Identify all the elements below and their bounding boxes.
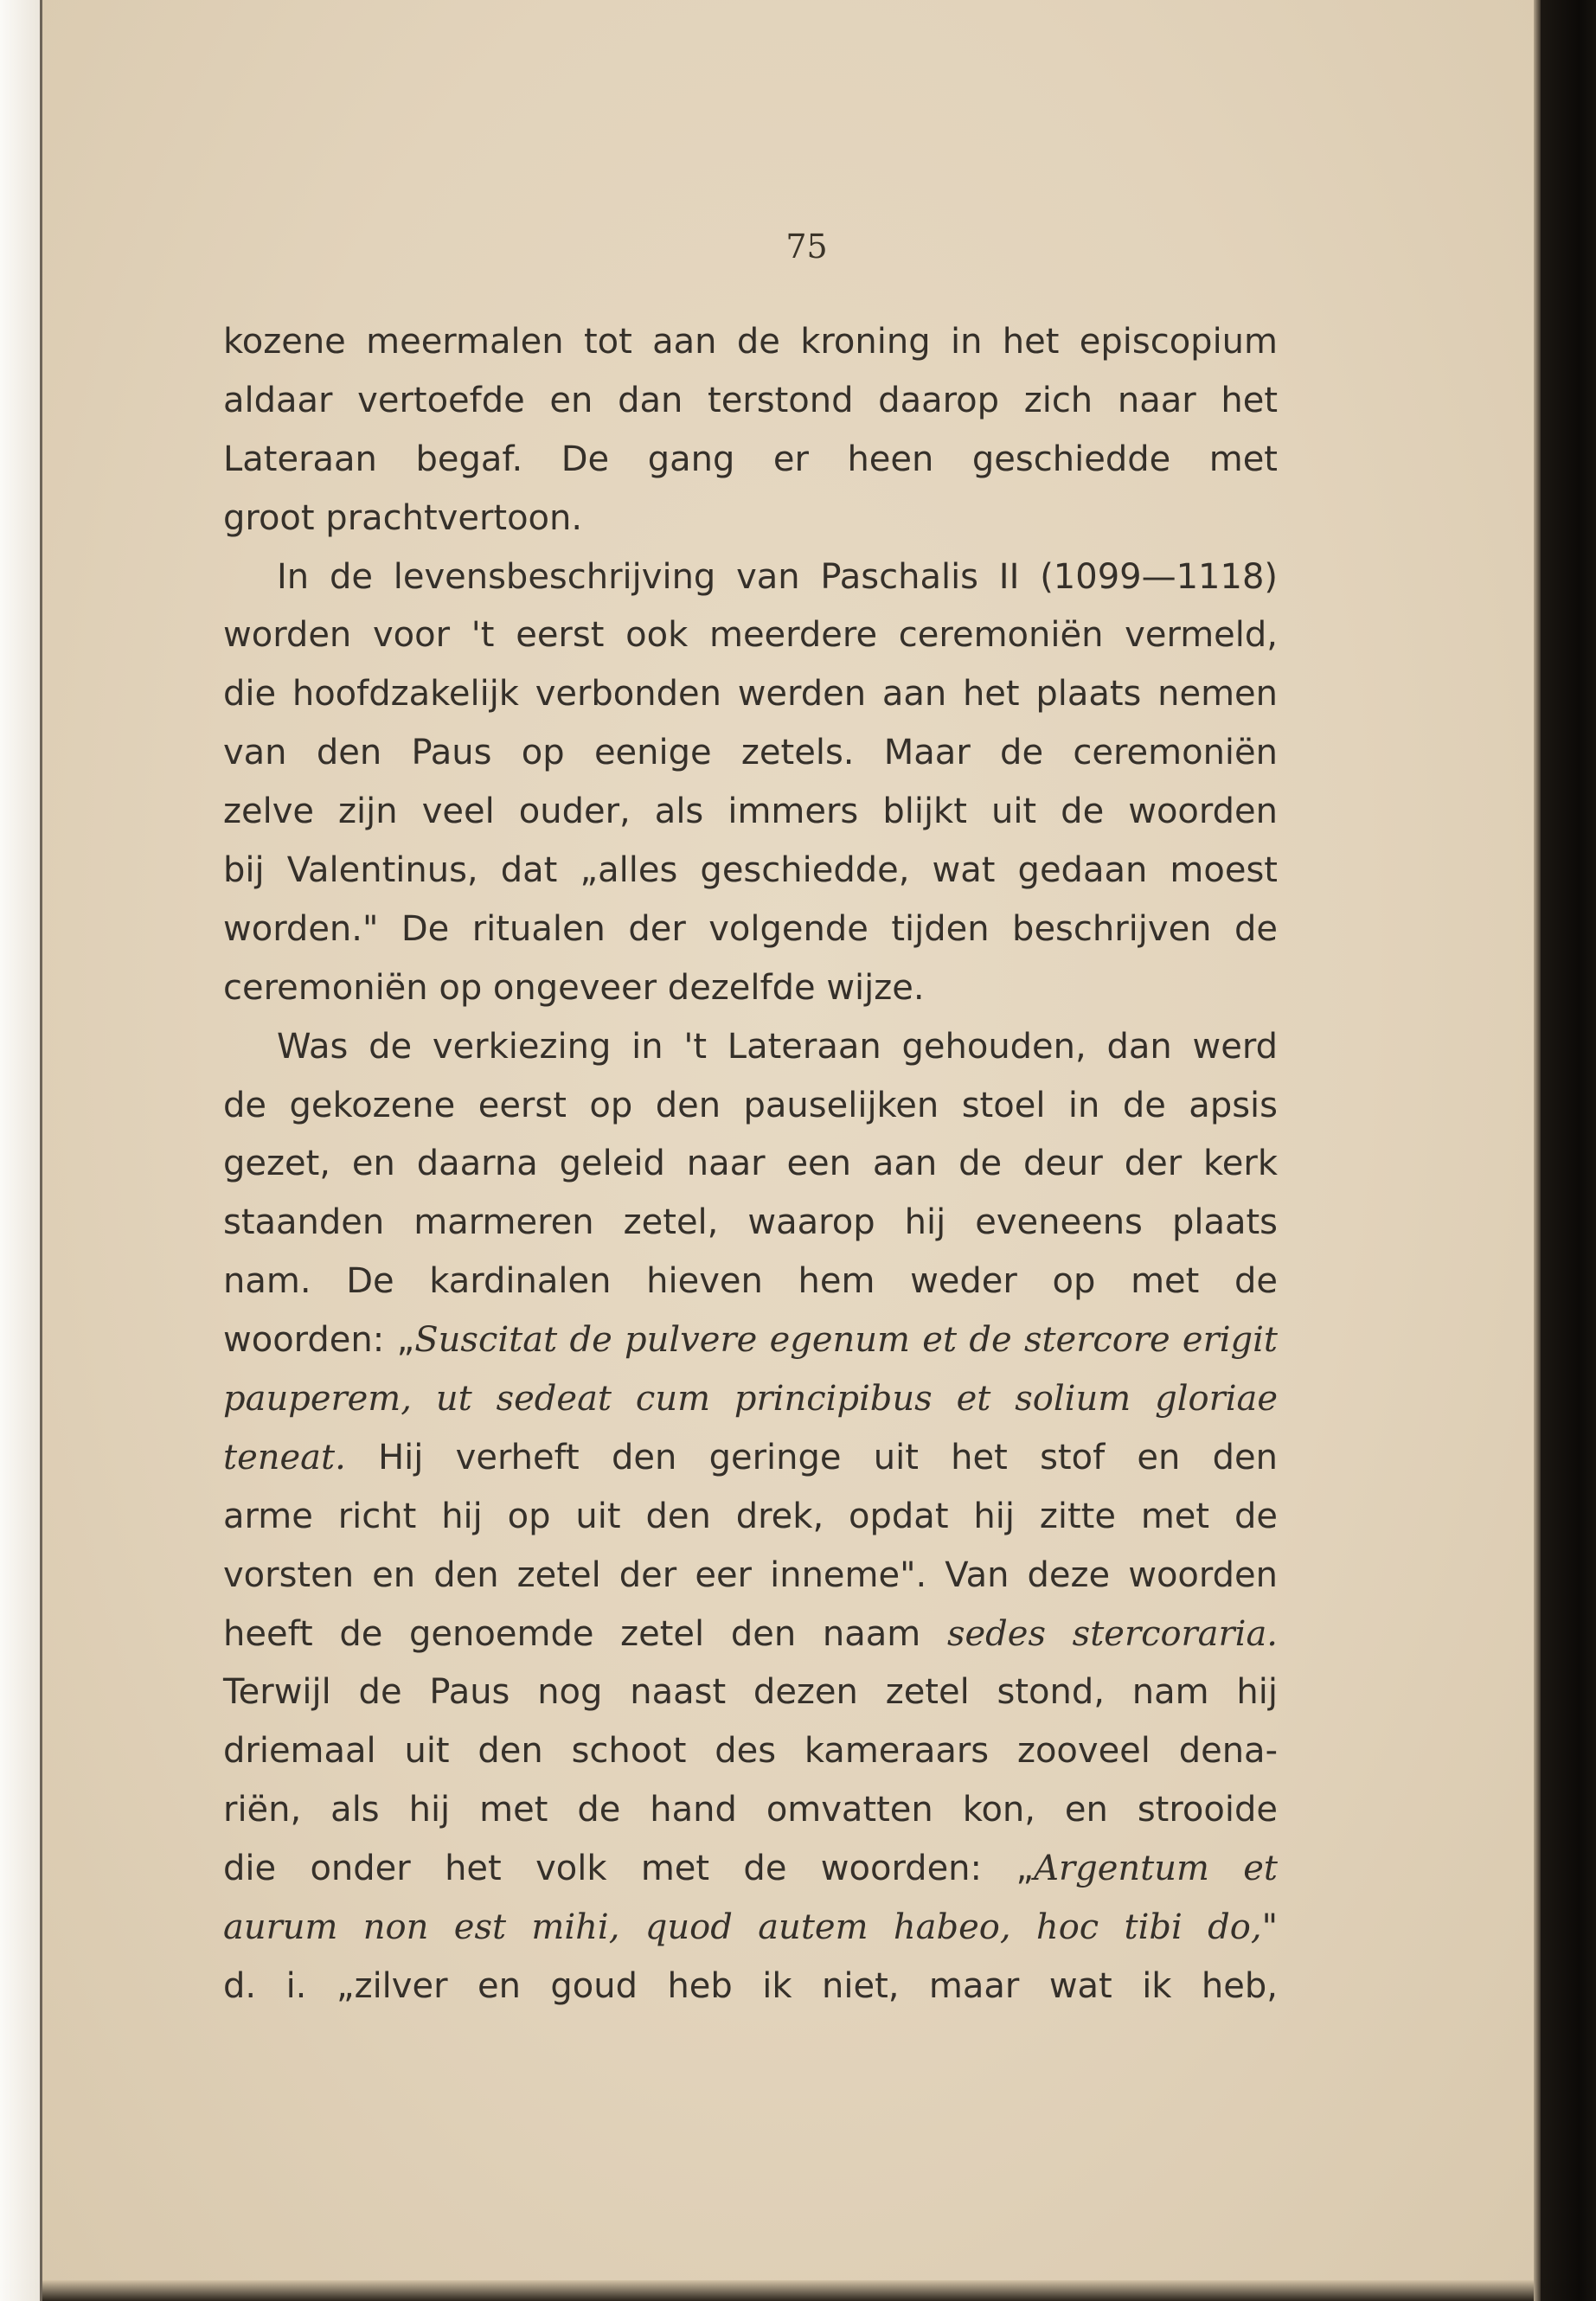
line-text: Hij verheft den geringe uit het stof en den [345,1437,1278,1477]
line-text: " [1261,1907,1278,1948]
text-line [223,1370,1278,1429]
text-line [223,842,1278,901]
line-text: die onder het volk met de woorden: „ [223,1849,1035,1889]
text-line [223,490,1278,548]
text-line [223,372,1278,431]
text-line [223,1606,1278,1664]
line-text: d. i. „zilver en goud heb ik niet, maar wat ik heb, [223,1965,1278,2006]
text-line [223,959,1278,1018]
line-text: die hoofdzakelijk verbonden werden aan het plaats nemen [223,674,1278,715]
text-line [223,1958,1278,2016]
line-text: worden." De ritualen der volgende tijden beschrijven de [223,908,1278,949]
line-text: vorsten en den zetel der eer inneme". Van deze woorden [223,1554,1278,1595]
line-text: nam. De kardinalen hieven hem weder op met de [223,1261,1278,1302]
text-line [223,1781,1278,1840]
line-text: Terwijl de Paus nog naast dezen zetel stond, nam hij [223,1672,1278,1713]
line-text: heeft de genoemde zetel den naam [223,1613,947,1654]
text-line [223,313,1278,372]
line-text: bij Valentinus, dat „alles geschiedde, wat gedaan moest [223,850,1278,891]
text-line [223,901,1278,959]
page-bottom-edge [42,2280,1534,2301]
text-line [223,1722,1278,1781]
text-line [223,1429,1278,1488]
latin-quote-text: sedes stercoraria. [946,1613,1279,1654]
line-text: arme richt hij op uit den drek, opdat hij zitte met de [223,1496,1278,1536]
text-line [223,548,1278,607]
line-text: van den Paus op eenige zetels. Maar de ceremoniën [223,733,1278,773]
line-text: zelve zijn veel ouder, als immers blijkt uit de woorden [223,792,1278,832]
text-line [223,1663,1278,1722]
line-text: woorden: „ [223,1320,415,1361]
text-line [223,1253,1278,1311]
text-line [223,1194,1278,1253]
text-line [223,1018,1278,1077]
body-text [223,313,1278,2016]
latin-quote-text: aurum non est mihi, quod autem habeo, hoc tibi do, [223,1907,1262,1948]
line-text: Was de verkiezing in 't Lateraan gehouden, dan werd [277,1026,1278,1067]
line-text: driemaal uit den schoot des kameraars zooveel dena- [223,1731,1278,1772]
line-text: groot prachtvertoon. [223,497,583,538]
line-text: Lateraan begaf. De gang er heen geschiedde met [223,439,1278,479]
line-text: riën, als hij met de hand omvatten kon, en strooide [223,1790,1278,1830]
line-text: kozene meermalen tot aan de kroning in het episcopium [223,322,1278,362]
line-text: aldaar vertoefde en dan terstond daarop zich naar het [223,380,1278,420]
latin-quote-text: Argentum et [1034,1849,1278,1889]
text-line [223,724,1278,783]
latin-quote-text: pauperem, ut sedeat cum principibus et solium gloriae [223,1379,1278,1420]
text-line [223,1547,1278,1606]
line-text: gezet, en daarna geleid naar een aan de deur der kerk [223,1144,1278,1184]
latin-quote-text: Suscitat de pulvere egenum et de stercore erigit [414,1320,1278,1361]
text-line [223,665,1278,724]
line-text: ceremoniën op ongeveer dezelfde wijze. [223,967,925,1008]
text-line [223,1899,1278,1958]
latin-quote-text: teneat. [223,1437,346,1477]
page-gutter [0,0,40,2301]
text-line [223,431,1278,490]
line-text: In de levensbeschrijving van Paschalis II (1099—1118) [277,556,1278,597]
text-line [223,1077,1278,1136]
book-binding-edge [1541,0,1596,2301]
text-line [223,1135,1278,1194]
text-line [223,606,1278,665]
page-number: 75 [785,228,828,266]
text-line [223,783,1278,842]
line-text: worden voor 't eerst ook meerdere ceremoniën vermeld, [223,615,1278,656]
line-text: de gekozene eerst op den pauselijken stoel in de apsis [223,1085,1278,1125]
text-line [223,1488,1278,1547]
line-text: staanden marmeren zetel, waarop hij eveneens plaats [223,1202,1278,1243]
page-edge-shadow [1534,0,1541,2301]
text-line [223,1311,1278,1370]
text-line [223,1840,1278,1899]
